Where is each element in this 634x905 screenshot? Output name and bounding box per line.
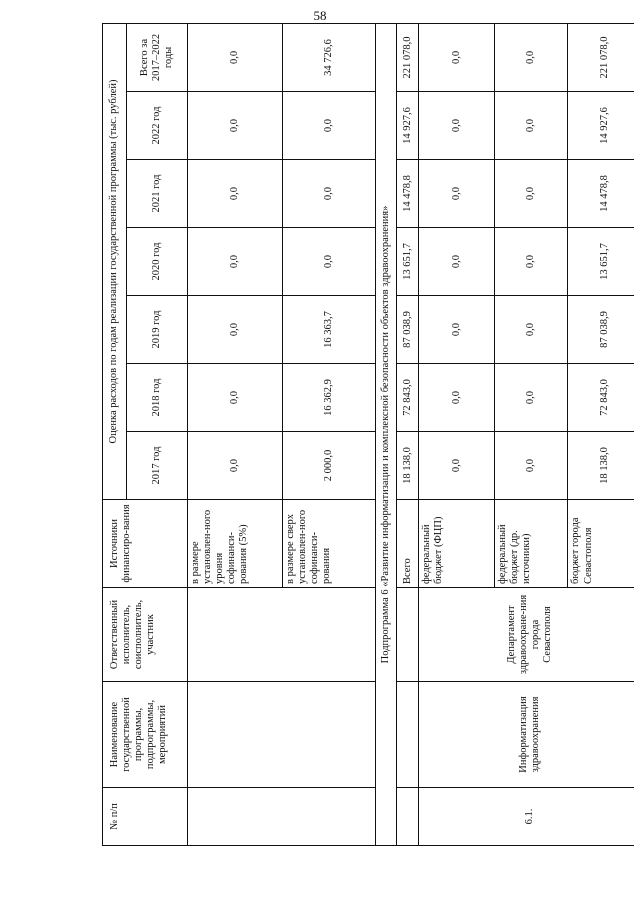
value-cell: 18 138,0	[397, 432, 419, 500]
header-responsible: Ответственный исполнитель, соисполнитель, участник	[103, 588, 188, 682]
value-cell: 16 362,9	[283, 364, 376, 432]
value-cell: 0,0	[495, 364, 568, 432]
value-cell: 34 726,6	[283, 23, 376, 91]
header-year: 2022 год	[126, 92, 187, 160]
value-cell: 0,0	[187, 92, 282, 160]
value-cell: 0,0	[419, 296, 495, 364]
value-cell: 0,0	[495, 432, 568, 500]
value-cell: 0,0	[187, 160, 282, 228]
header-estimate: Оценка расходов по годам реализации государственной программы (тыс. рублей)	[103, 23, 127, 499]
item-name: Информатизация здравоохранения	[419, 682, 634, 788]
value-cell: 0,0	[419, 23, 495, 91]
value-cell: 72 843,0	[568, 364, 634, 432]
value-cell: 0,0	[187, 432, 282, 500]
subprogram-title: Подпрограмма 6 «Развитие информатизации и комплексной безопасности объектов здравоохранения»	[376, 23, 397, 845]
value-cell: 0,0	[187, 23, 282, 91]
header-year: 2017 год	[126, 432, 187, 500]
source-cell: бюджет города Севастополя	[568, 500, 634, 588]
value-cell: 0,0	[495, 92, 568, 160]
value-cell: 0,0	[419, 92, 495, 160]
empty-cell	[187, 682, 376, 788]
value-cell: 221 078,0	[568, 23, 634, 91]
empty-cell	[397, 788, 419, 846]
empty-cell	[187, 788, 376, 846]
value-cell: 0,0	[495, 160, 568, 228]
header-year: 2020 год	[126, 228, 187, 296]
value-cell: 0,0	[187, 296, 282, 364]
header-year: 2018 год	[126, 364, 187, 432]
header-num: № п/п	[103, 788, 188, 846]
table-row	[187, 23, 282, 845]
value-cell: 0,0	[283, 228, 376, 296]
value-cell: 0,0	[419, 364, 495, 432]
value-cell: 87 038,9	[397, 296, 419, 364]
value-cell: 14 478,8	[397, 160, 419, 228]
value-cell: 0,0	[495, 228, 568, 296]
subprogram-title-row	[376, 23, 397, 845]
value-cell: 13 651,7	[568, 228, 634, 296]
value-cell: 14 927,6	[568, 92, 634, 160]
value-cell: 0,0	[419, 228, 495, 296]
item-responsible: Департамент здравоохране-ния города Севастополя	[419, 588, 634, 682]
expenditure-table	[102, 23, 634, 846]
empty-cell	[187, 588, 376, 682]
header-name: Наименование государственной программы, подпрограммы, мероприятий	[103, 682, 188, 788]
value-cell: 72 843,0	[397, 364, 419, 432]
value-cell: 0,0	[283, 160, 376, 228]
value-cell: 0,0	[419, 432, 495, 500]
value-cell: 0,0	[187, 364, 282, 432]
empty-cell	[397, 588, 419, 682]
value-cell: 14 927,6	[397, 92, 419, 160]
value-cell: 16 363,7	[283, 296, 376, 364]
header-row-1	[103, 23, 127, 845]
subprogram-total-row	[397, 23, 419, 845]
value-cell: 18 138,0	[568, 432, 634, 500]
item-num: 6.1.	[419, 788, 634, 846]
header-total: Всего за 2017–2022 годы	[126, 23, 187, 91]
source-cell: в размере установлен-ного уровня софинанси-рования (5%)	[187, 500, 282, 588]
source-cell: Всего	[397, 500, 419, 588]
header-sources: Источники финансиро-вания	[103, 500, 188, 588]
value-cell: 0,0	[187, 228, 282, 296]
value-cell: 0,0	[419, 160, 495, 228]
value-cell: 14 478,8	[568, 160, 634, 228]
value-cell: 0,0	[495, 296, 568, 364]
rotated-table-wrapper	[102, 24, 634, 846]
table-row	[419, 23, 495, 845]
source-cell: федеральный бюджет (др. источники)	[495, 500, 568, 588]
value-cell: 0,0	[495, 23, 568, 91]
value-cell: 221 078,0	[397, 23, 419, 91]
value-cell: 2 000,0	[283, 432, 376, 500]
header-year: 2019 год	[126, 296, 187, 364]
source-cell: федеральный бюджет (ФЦП)	[419, 500, 495, 588]
page-number: 58	[313, 8, 327, 23]
empty-cell	[397, 682, 419, 788]
source-cell: в размере сверх установлен-ного софинанси-рования	[283, 500, 376, 588]
header-year: 2021 год	[126, 160, 187, 228]
value-cell: 87 038,9	[568, 296, 634, 364]
value-cell: 13 651,7	[397, 228, 419, 296]
value-cell: 0,0	[283, 92, 376, 160]
